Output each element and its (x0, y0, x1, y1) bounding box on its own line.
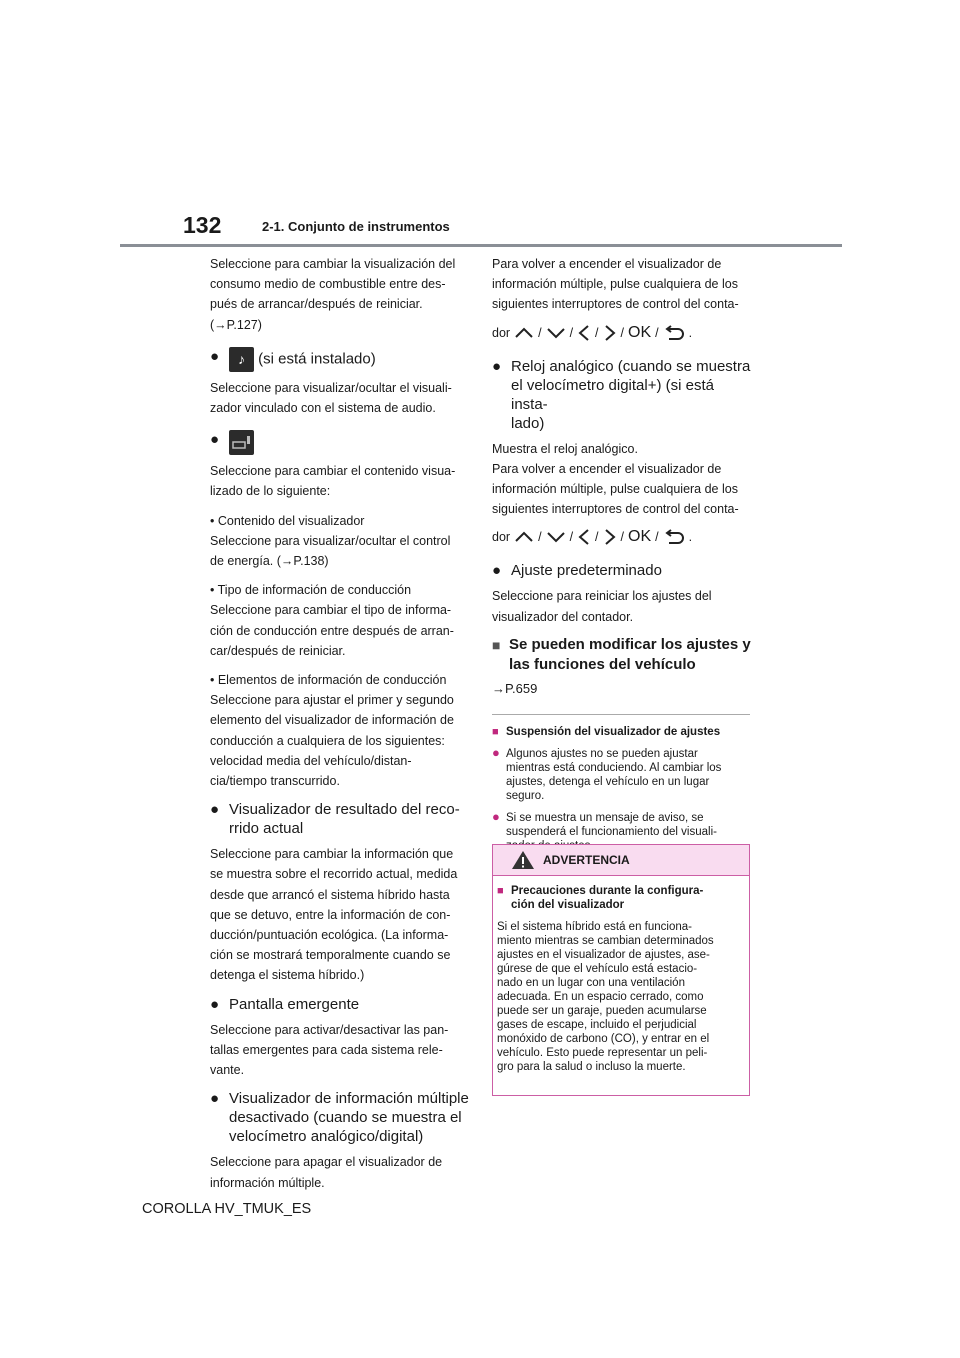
warning-title: ADVERTENCIA (543, 853, 630, 867)
control-switches-2: dor / / / / OK / . (492, 528, 693, 546)
sub2-title: • Tipo de información de conducción (210, 583, 412, 598)
sub2-line: ción de conducción entre después de arran- (210, 623, 454, 638)
warning-line: nado en un lugar con una ventilación (497, 977, 685, 989)
bullet-icon: ● (492, 357, 502, 375)
warning-line: puede ser un garaje, pueden acumularse (497, 1005, 707, 1017)
modify-ref[interactable]: →P.659 (492, 680, 538, 696)
off-line: Seleccione para apagar el visualizador de (210, 1155, 443, 1170)
content-line: Seleccione para cambiar el contenido visua- (210, 464, 456, 479)
result-line: que se detuvo, entre la información de con- (210, 907, 451, 922)
result-line: detenga el sistema híbrido.) (210, 968, 365, 983)
sub3-title: • Elementos de información de conducción (210, 673, 447, 688)
sub2-line: Seleccione para cambiar el tipo de informa- (210, 603, 452, 618)
divider (492, 714, 750, 715)
content-line: lizado de lo siguiente: (210, 484, 331, 499)
warning-line: vehículo. Esto puede representar un peli- (497, 1047, 708, 1059)
warning-line: gases de escape, incluido el perjudicial (497, 1019, 697, 1031)
warning-line: ajustes en el visualizador de ajustes, ase- (497, 949, 710, 961)
warning-heading: ■ Precauciones durante la configura- ción del visualizador (497, 885, 704, 911)
audio-heading-text: (si está instalado) (258, 350, 376, 368)
chapter-title: 2-1. Conjunto de instrumentos (262, 219, 450, 234)
sub2-line: car/después de reiniciar. (210, 643, 346, 658)
return1-line: información múltiple, pulse cualquiera de los (492, 277, 738, 292)
return1-line: Para volver a encender el visualizador de (492, 257, 722, 271)
left-arrow-icon (577, 324, 591, 342)
bullet-icon: ● (210, 1090, 220, 1108)
clock-text: Muestra el reloj analógico. (492, 441, 638, 456)
clock-heading: ● Reloj analógico (cuando se muestra el velocímetro digital+) (si está insta- lado) (492, 357, 751, 432)
result-line: ducción/puntuación ecológica. (La informa- (210, 928, 449, 943)
square-icon: ■ (492, 636, 501, 653)
control-switches: dor / / / / OK / . (492, 323, 693, 341)
bullet-icon: ● (492, 744, 500, 760)
audio-heading (210, 347, 472, 372)
return2-line: Para volver a encender el visualizador de (492, 461, 722, 476)
footer-model: COROLLA HV_TMUK_ES (142, 1201, 312, 1217)
result-heading: ● Visualizador de resultado del reco- rrido actual (210, 801, 460, 838)
sub3-line: velocidad media del vehículo/distan- (210, 753, 412, 768)
sub3-line: elemento del visualizador de información de (210, 713, 454, 728)
sub1-title: • Contenido del visualizador (210, 513, 365, 528)
energy-monitor-icon (229, 430, 254, 455)
return2-line: información múltiple, pulse cualquiera de los (492, 482, 738, 497)
page-number: 132 (183, 212, 222, 238)
default-line: Seleccione para reiniciar los ajustes del (492, 589, 712, 604)
warning-header (493, 845, 749, 876)
off-heading: ● Visualizador de información múltiple desactivado (cuando se muestra el velocímetro analógico/digital) (210, 1090, 469, 1146)
warning-box (492, 844, 750, 1096)
modify-heading: ■ Se pueden modificar los ajustes y las funciones del vehículo (492, 635, 751, 673)
bullet-icon: ● (210, 801, 220, 819)
popup-line: Seleccione para activar/desactivar las pan- (210, 1022, 449, 1037)
audio-line: Seleccione para visualizar/ocultar el visuali- (210, 380, 452, 395)
warning-line: gro para la salud o incluso la muerte. (497, 1061, 686, 1073)
sub1-line: Seleccione para visualizar/ocultar el control (210, 533, 451, 548)
down-arrow-icon (546, 530, 566, 544)
p1-line: pués de arrancar/después de reiniciar. (210, 297, 423, 312)
return2-line: siguientes interruptores de control del conta- (492, 502, 739, 517)
sub3-line: Seleccione para ajustar el primer y segundo (210, 693, 454, 708)
result-line: Seleccione para cambiar la información que (210, 847, 454, 862)
sub1-line: de energía. (→P.138) (210, 554, 329, 569)
ok-icon: OK (628, 323, 652, 341)
p1-line: Seleccione para cambiar la visualización del (210, 257, 456, 271)
warning-body (493, 876, 749, 1074)
warning-icon (511, 850, 535, 870)
left-column (210, 254, 472, 1193)
up-arrow-icon (514, 326, 534, 340)
warning-line: Si el sistema híbrido está en funciona- (497, 921, 692, 933)
sub3-line: conducción a cualquiera de los siguientes: (210, 733, 445, 748)
return1-line: siguientes interruptores de control del conta- (492, 297, 739, 312)
bullet-icon: ● (492, 562, 502, 580)
square-icon: ■ (492, 725, 499, 738)
left-arrow-icon (577, 528, 591, 546)
result-line: se muestra sobre el recorrido actual, medida (210, 867, 458, 882)
bullet-icon: ● (210, 431, 220, 449)
off-line: información múltiple. (210, 1175, 325, 1190)
p1-ref: (→P.127) (210, 317, 262, 332)
back-icon (663, 529, 685, 545)
down-arrow-icon (546, 326, 566, 340)
note-bullet: ● Algunos ajustes no se pueden ajustar mientras está conduciendo. Al cambiar los ajustes, detenga el vehículo en un lugar seguro. (492, 744, 722, 802)
music-icon: ♪ (229, 347, 254, 372)
header-rule (120, 244, 842, 247)
result-line: desde que arrancó el sistema híbrido hasta (210, 887, 450, 902)
warning-line: monóxido de carbono (CO), y entrar en el (497, 1033, 710, 1045)
popup-line: tallas emergentes para cada sistema rele- (210, 1042, 443, 1057)
note-heading: ■ Suspensión del visualizador de ajustes (492, 725, 721, 738)
square-icon: ■ (497, 885, 504, 897)
back-icon (663, 325, 685, 341)
default-line: visualizador del contador. (492, 609, 634, 624)
note-bullet: ● Si se muestra un mensaje de aviso, se suspenderá el funcionamiento del visuali- (492, 808, 717, 838)
bullet-icon: ● (210, 995, 220, 1013)
bullet-icon: ● (492, 808, 500, 824)
bullet-icon: ● (210, 347, 220, 365)
result-line: ción se mostrará temporalmente cuando se (210, 948, 451, 963)
right-column (492, 254, 754, 861)
ok-icon: OK (628, 528, 652, 546)
warning-line: miento mientras se cambian determinados (497, 935, 714, 947)
sub3-line: cia/tiempo transcurrido. (210, 774, 340, 789)
warning-line: gúrese de que el vehículo está estacio- (497, 963, 698, 975)
popup-heading: ● Pantalla emergente (210, 995, 360, 1013)
default-heading: ● Ajuste predeterminado (492, 562, 662, 580)
warning-line: adecuada. En un espacio cerrado, como (497, 991, 704, 1003)
audio-line: zador vinculado con el sistema de audio. (210, 401, 436, 416)
p1-line: consumo medio de combustible entre des- (210, 277, 446, 292)
up-arrow-icon (514, 530, 534, 544)
right-arrow-icon (603, 324, 617, 342)
popup-line: vante. (210, 1063, 245, 1078)
right-arrow-icon (603, 528, 617, 546)
content-heading (210, 430, 472, 455)
